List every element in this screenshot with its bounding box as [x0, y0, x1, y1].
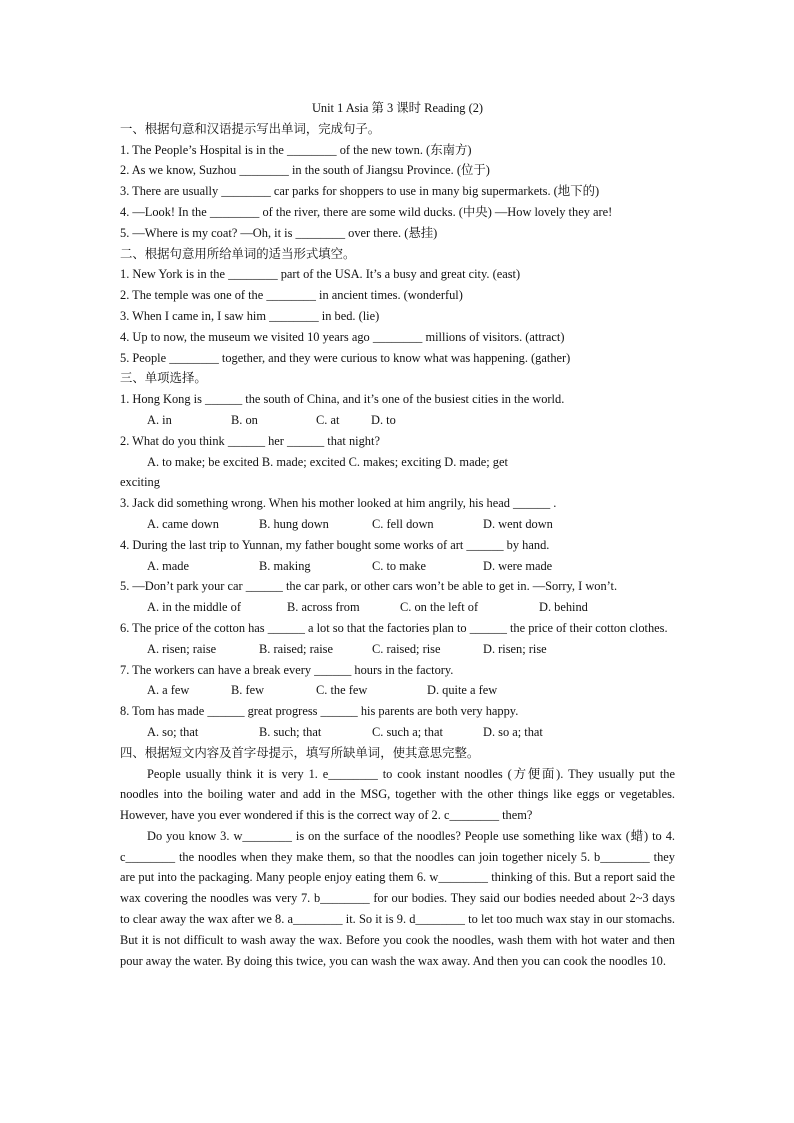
option: D. quite a few: [427, 683, 498, 698]
s4-paragraph-1: People usually think it is very 1. e________ to cook instant noodles (方便面). They usually put the noodles into the boiling water and add in the MSG, together with the other things like eggs or vegetables. However, have you ever wondered if this is the correct way of 2. c________ them?: [120, 766, 675, 823]
option: C. such a; that: [372, 724, 443, 739]
section-1-heading: 一、根据句意和汉语提示写出单词，完成句子。: [120, 121, 381, 136]
option: D. went down: [483, 516, 553, 531]
s3-q4-stem: 4. During the last trip to Yunnan, my father bought some works of art ______ by hand.: [120, 537, 550, 552]
option: A. so; that: [147, 724, 199, 739]
option: C. on the left of: [400, 600, 479, 615]
section-3-heading: 三、单项选择。: [120, 371, 207, 386]
option: B. few: [231, 683, 265, 698]
s3-q1-stem: 1. Hong Kong is ______ the south of China, and it’s one of the busiest cities in the world.: [120, 392, 565, 407]
option: C. fell down: [372, 516, 434, 531]
option: A. in the middle of: [147, 600, 241, 615]
s3-q6-options: [120, 639, 675, 660]
s3-q2-options: [120, 452, 675, 473]
s2-item-5: 5. People ________ together, and they were curious to know what was happening. (gather): [120, 350, 571, 365]
s3-q7-stem: 7. The workers can have a break every ______ hours in the factory.: [120, 662, 454, 677]
s1-item-4: 4. —Look! In the ________ of the river, there are some wild ducks. (中央) —How lovely they are!: [120, 204, 613, 219]
option: D. were made: [483, 558, 553, 573]
option: D. so a; that: [483, 724, 543, 739]
option: C. at: [316, 412, 340, 427]
s2-item-3: 3. When I came in, I saw him ________ in bed. (lie): [120, 308, 380, 323]
option: B. hung down: [259, 516, 329, 531]
option: C. the few: [316, 683, 368, 698]
s3-q1-options: [120, 410, 675, 431]
s1-item-3: 3. There are usually ________ car parks for shoppers to use in many big supermarkets. (地下的): [120, 184, 600, 199]
s1-item-2: 2. As we know, Suzhou ________ in the south of Jiangsu Province. (位于): [120, 163, 490, 178]
s2-item-4: 4. Up to now, the museum we visited 10 years ago ________ millions of visitors. (attract): [120, 329, 565, 344]
option: B. on: [231, 412, 258, 427]
s3-q8-stem: 8. Tom has made ______ great progress ______ his parents are both very happy.: [120, 704, 519, 719]
s1-item-1: 1. The People’s Hospital is in the ________ of the new town. (东南方): [120, 142, 472, 157]
option: B. raised; raise: [259, 641, 333, 656]
option: C. raised; rise: [372, 641, 441, 656]
option: D. risen; rise: [483, 641, 547, 656]
option: B. across from: [287, 600, 360, 615]
s3-q2-stem: 2. What do you think ______ her ______ that night?: [120, 433, 380, 448]
s3-q7-options: [120, 680, 675, 701]
page-title: Unit 1 Asia 第 3 课时 Reading (2): [311, 101, 484, 115]
s3-q5-stem: 5. —Don’t park your car ______ the car park, or other cars won’t be able to get in. —Sorry, I won’t.: [120, 579, 618, 594]
option: B. making: [259, 558, 311, 573]
s3-q6-stem: 6. The price of the cotton has ______ a lot so that the factories plan to ______ the price of their cotton clothes.: [120, 620, 668, 635]
s1-item-5: 5. —Where is my coat? —Oh, it is ________ over there. (悬挂): [120, 225, 438, 240]
option: C. to make: [372, 558, 427, 573]
worksheet-page: [120, 98, 675, 971]
s4-paragraph-2: Do you know 3. w________ is on the surface of the noodles? People use something like wax (蜡) to 4. c________ the noodles when they make them, so that the noodles can join together nicely 5. b________ they are put into the packaging. Many people enjoy eating them 6. w________ thinking of this. But a report said the wax covering the noodles was very 7. b________ for our bodies. They said our bodies needed about 2~3 days to clear away the wax after we 8. a________ it. So it is 9. d________ to let too much wax stay in our stomachs. But it is not difficult to wash away the wax. Before you cook the noodles, wash them with hot water and then pour away the water. By doing this twice, you can wash the wax away. And then you can cook the noodles 10.: [120, 828, 675, 968]
option: B. such; that: [259, 724, 322, 739]
s3-q5-options: [120, 597, 675, 618]
s3-q3-stem: 3. Jack did something wrong. When his mother looked at him angrily, his head ______ .: [120, 496, 557, 511]
option: A. risen; raise: [147, 641, 217, 656]
s3-q8-options: [120, 722, 675, 743]
option: A. came down: [147, 516, 219, 531]
s2-item-1: 1. New York is in the ________ part of the USA. It’s a busy and great city. (east): [120, 267, 521, 282]
option: A. a few: [147, 683, 190, 698]
option: D. behind: [539, 600, 588, 615]
section-4-heading: 四、根据短文内容及首字母提示，填写所缺单词，使其意思完整。: [120, 745, 480, 760]
option: D. to: [371, 412, 396, 427]
s2-item-2: 2. The temple was one of the ________ in ancient times. (wonderful): [120, 288, 463, 303]
option: A. to make; be excited B. made; excited C. makes; exciting D. made; get: [147, 454, 508, 469]
s3-q4-options: [120, 556, 675, 577]
option: A. in: [147, 412, 172, 427]
option: A. made: [147, 558, 189, 573]
s3-q3-options: [120, 514, 675, 535]
section-2-heading: 二、根据句意用所给单词的适当形式填空。: [120, 246, 356, 261]
s3-q2-options-cont: exciting: [120, 475, 160, 490]
